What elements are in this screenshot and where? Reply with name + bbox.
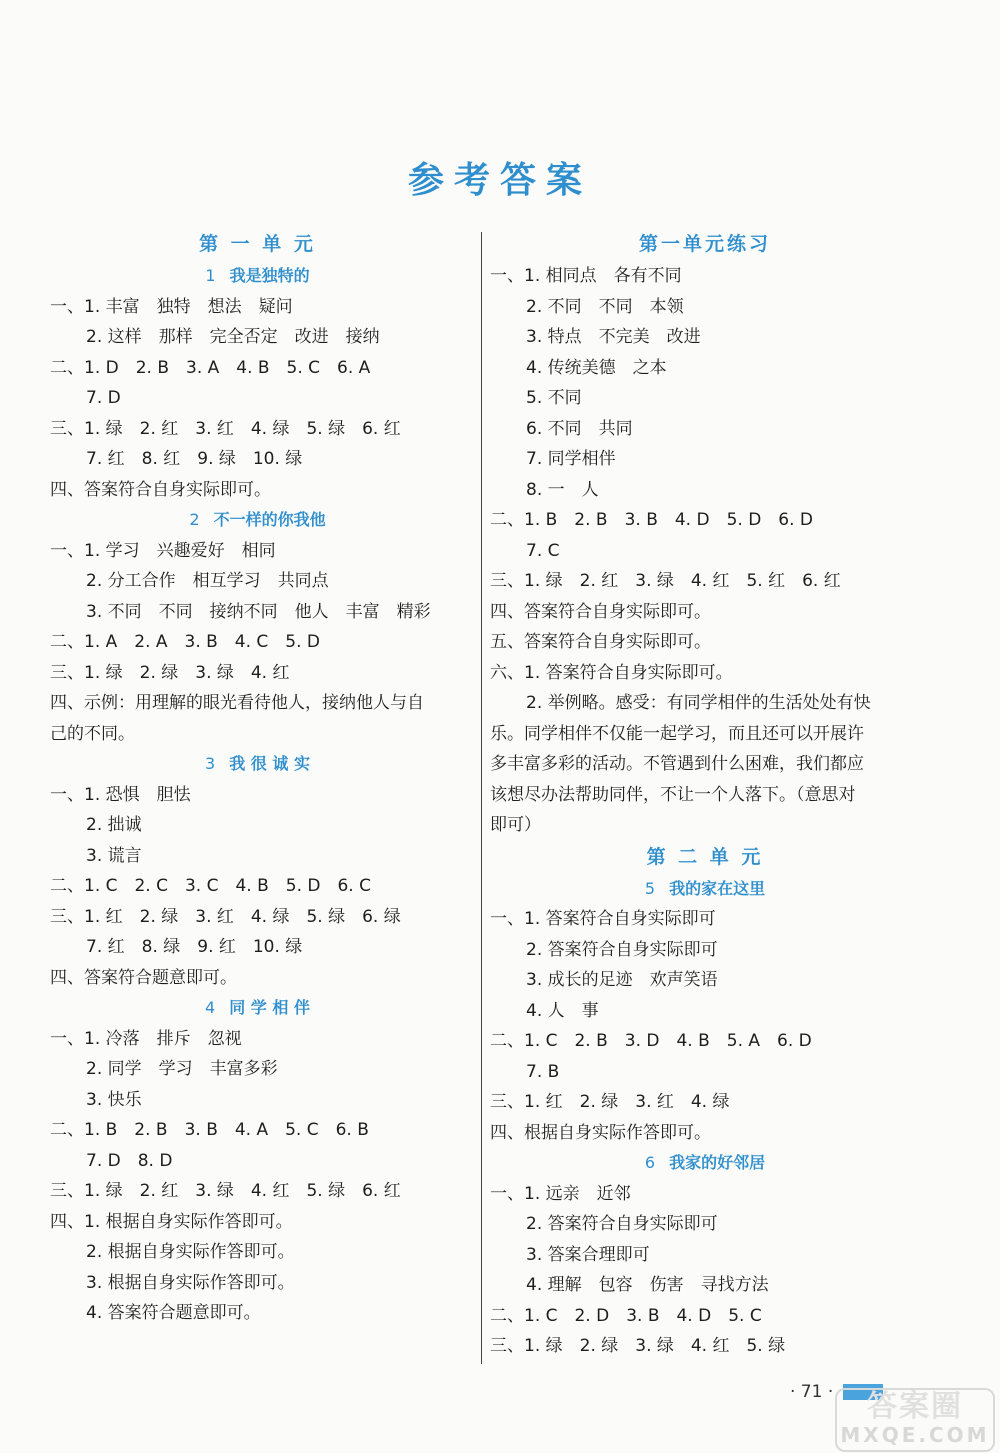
answer-line: 四、答案符合自身实际即可。 (50, 479, 271, 500)
lesson-number: 1 (205, 266, 216, 285)
lesson-heading (50, 749, 465, 780)
answer-line: 2. 分工合作 相互学习 共同点 (86, 571, 329, 591)
watermark-line2: MXQE.COM (840, 1423, 990, 1447)
answer-line: 2. 同学 学习 丰富多彩 (86, 1059, 278, 1079)
answer-line: 3. 谎言 (86, 845, 142, 866)
answer-line: 2. 这样 那样 完全否定 改进 接纳 (86, 327, 380, 347)
answer-line: 7. 同学相伴 (526, 449, 616, 469)
answer-line: 四、1. 根据自身实际作答即可。 (50, 1211, 293, 1232)
answer-line: 四、答案符合自身实际即可。 (490, 601, 711, 622)
answer-line: 2. 拙诚 (86, 815, 142, 835)
answer-line: 3. 根据自身实际作答即可。 (86, 1272, 295, 1293)
answer-line: 一、1. 远亲 近邻 (490, 1183, 631, 1204)
lesson-title: 我的家在这里 (669, 878, 766, 898)
answer-line: 3. 快乐 (86, 1089, 142, 1110)
answer-line: 一、1. 答案符合自身实际即可 (490, 909, 716, 929)
answer-line: 7. D 8. D (86, 1150, 173, 1171)
answer-line: 四、根据自身实际作答即可。 (490, 1122, 711, 1143)
answer-line: 7. 红 8. 红 9. 绿 10. 绿 (86, 449, 303, 469)
answer-line: 五、答案符合自身实际即可。 (490, 632, 711, 652)
unit-heading: 第一单元练习 (638, 233, 771, 255)
answer-line: 6. 不同 共同 (526, 418, 633, 439)
answer-line: 4. 人 事 (526, 1000, 599, 1021)
answer-line: 一、1. 冷落 排斥 忽视 (50, 1028, 242, 1049)
answer-line: 三、1. 绿 2. 绿 3. 绿 4. 红 5. 绿 (490, 1336, 786, 1356)
answer-line: 一、1. 丰富 独特 想法 疑问 (50, 296, 293, 317)
right-column (490, 228, 920, 1362)
answer-line: 四、示例：用理解的眼光看待他人，接纳他人与自 (50, 693, 424, 713)
answer-line: 5. 不同 (526, 388, 582, 408)
answer-line: 三、1. 绿 2. 红 3. 绿 4. 红 5. 绿 6. 红 (50, 1181, 401, 1201)
answer-line: 三、1. 绿 2. 绿 3. 绿 4. 红 (50, 662, 290, 683)
answer-line: 二、1. C 2. C 3. C 4. B 5. D 6. C (50, 876, 371, 896)
answer-line: 4. 理解 包容 伤害 寻找方法 (526, 1275, 769, 1295)
answer-line: 二、1. C 2. B 3. D 4. B 5. A 6. D (490, 1031, 812, 1051)
answer-line: 2. 不同 不同 本领 (526, 296, 684, 317)
answer-line: 4. 答案符合题意即可。 (86, 1303, 261, 1323)
lesson-number: 3 (205, 754, 216, 773)
answer-line: 3. 特点 不完美 改进 (526, 327, 701, 347)
answer-line: 2. 举例略。感受：有同学相伴的生活处处有快 (526, 693, 871, 713)
column-divider (481, 232, 482, 1364)
lesson-title: 我是独特的 (229, 266, 310, 285)
answer-line: 8. 一 人 (526, 479, 599, 500)
lesson-title: 不一样的你我他 (213, 510, 326, 529)
left-column (50, 228, 465, 1329)
answer-line: 3. 成长的足迹 欢声笑语 (526, 970, 718, 990)
lesson-title: 我 很 诚 实 (229, 754, 310, 773)
answer-line: 乐。同学相伴不仅能一起学习，而且还可以开展许 (490, 723, 864, 744)
page-title: 参考答案 (407, 160, 592, 201)
lesson-heading (490, 874, 920, 905)
answer-line: 六、1. 答案符合自身实际即可。 (490, 662, 733, 683)
answer-line: 二、1. B 2. B 3. B 4. A 5. C 6. B (50, 1120, 369, 1140)
answer-line: 2. 答案符合自身实际即可 (526, 939, 718, 960)
answer-line: 一、1. 恐惧 胆怯 (50, 784, 191, 805)
lesson-heading (490, 1148, 920, 1179)
lesson-heading (50, 993, 465, 1024)
lesson-heading (50, 261, 465, 292)
answer-line: 该想尽办法帮助同伴，不让一个人落下。（意思对 (490, 784, 856, 805)
answer-line: 一、1. 相同点 各有不同 (490, 266, 682, 286)
unit-heading: 第 二 单 元 (646, 845, 764, 868)
answer-line: 四、答案符合题意即可。 (50, 967, 237, 988)
answer-line: 己的不同。 (50, 723, 135, 744)
lesson-number: 6 (644, 1153, 656, 1172)
answer-line: 3. 不同 不同 接纳不同 他人 丰富 精彩 (86, 601, 431, 622)
answer-line: 2. 答案符合自身实际即可 (526, 1214, 718, 1234)
lesson-number: 5 (644, 878, 656, 898)
answer-line: 二、1. C 2. D 3. B 4. D 5. C (490, 1305, 762, 1326)
lesson-title: 我家的好邻居 (669, 1153, 766, 1172)
answer-line: 3. 答案合理即可 (526, 1244, 650, 1265)
lesson-number: 4 (205, 998, 216, 1017)
answer-line: 三、1. 红 2. 绿 3. 红 4. 绿 5. 绿 6. 绿 (50, 906, 401, 927)
answer-line: 二、1. D 2. B 3. A 4. B 5. C 6. A (50, 357, 371, 378)
answer-line: 即可） (490, 815, 541, 835)
unit-heading: 第 一 单 元 (199, 233, 316, 255)
answer-line: 三、1. 绿 2. 红 3. 绿 4. 红 5. 红 6. 红 (490, 571, 841, 591)
answer-line: 三、1. 红 2. 绿 3. 红 4. 绿 (490, 1092, 730, 1112)
answer-line: 二、1. B 2. B 3. B 4. D 5. D 6. D (490, 510, 813, 530)
lesson-number: 2 (189, 510, 200, 529)
lesson-heading (50, 505, 465, 536)
answer-line: 7. D (86, 388, 121, 408)
answer-line: 7. B (526, 1061, 560, 1082)
page-number-text: · 71 · (790, 1382, 834, 1402)
answer-line: 二、1. A 2. A 3. B 4. C 5. D (50, 632, 320, 652)
answer-line: 4. 传统美德 之本 (526, 357, 667, 378)
answer-line: 7. 红 8. 绿 9. 红 10. 绿 (86, 937, 303, 957)
answer-line: 一、1. 学习 兴趣爱好 相同 (50, 540, 276, 561)
answer-line: 三、1. 绿 2. 红 3. 红 4. 绿 5. 绿 6. 红 (50, 418, 401, 439)
answer-line: 多丰富多彩的活动。不管遇到什么困难，我们都应 (490, 754, 864, 774)
answer-line: 7. C (526, 540, 560, 561)
watermark-logo (835, 1388, 995, 1452)
watermark-line1: 答案圈 (867, 1389, 963, 1424)
answer-line: 2. 根据自身实际作答即可。 (86, 1242, 295, 1262)
lesson-title: 同 学 相 伴 (229, 998, 310, 1017)
